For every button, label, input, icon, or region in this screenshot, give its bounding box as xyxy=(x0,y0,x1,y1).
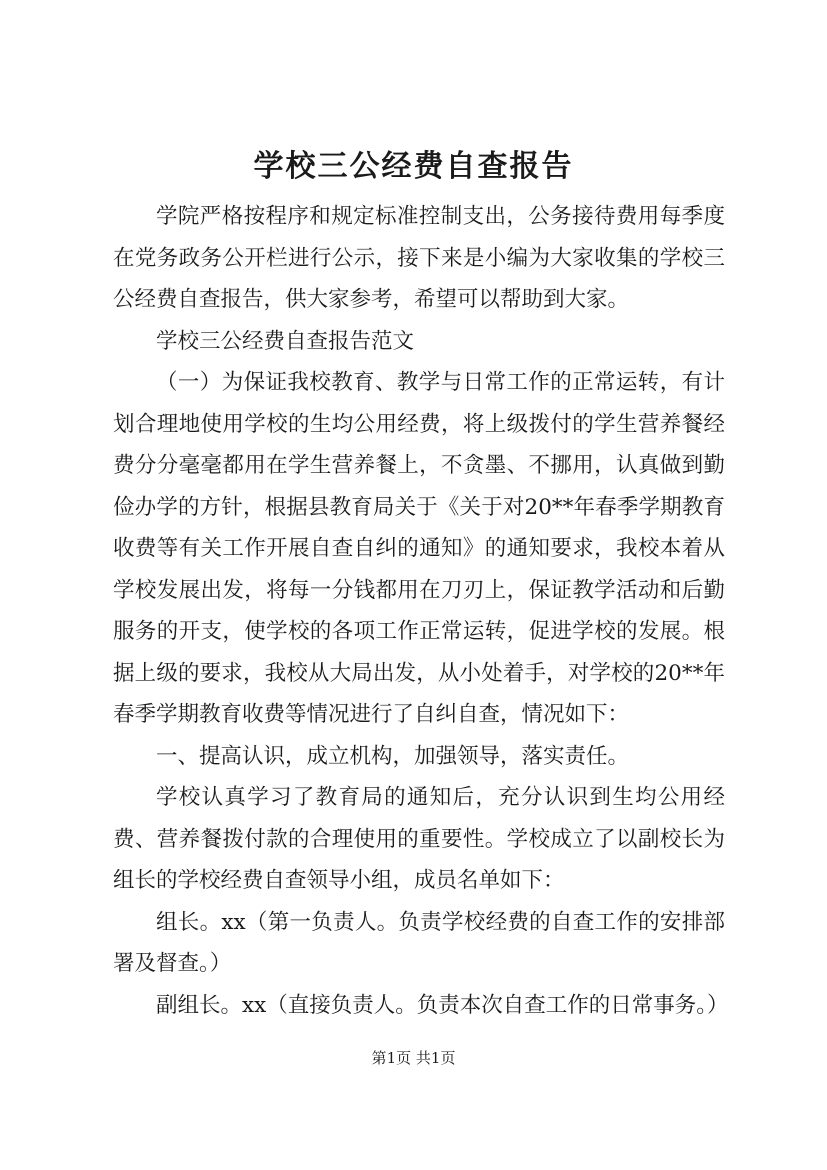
document-title: 学校三公经费自查报告 xyxy=(253,149,574,184)
paragraph-section-one: （一）为保证我校教育、教学与日常工作的正常运转，有计划合理地使用学校的生均公用经费，将上级拨付的学生营养餐经费分分毫毫都用在学生营养餐上，不贪墨、不挪用，认真做到勤俭办学的方针，根据县教育局关于《关于对20**年春季学期教育收费等有关工作开展自查自纠的通知》的通知要求，我校本着从学校发展出发，将每一分钱都用在刀刃上，保证教学活动和后勤服务的开支，使学校的各项工作正常运转，促进学校的发展。根据上级的要求，我校从大局出发，从小处着手，对学校的20**年春季学期教育收费等情况进行了自纠自查，情况如下： xyxy=(113,370,725,727)
paragraph-leader: 组长。xx（第一负责人。负责学校经费的自查工作的安排部署及督查。） xyxy=(113,909,725,976)
footer-prefix: 第 xyxy=(371,1049,387,1067)
paragraph-heading-one: 一、提高认识，成立机构，加强领导，落实责任。 xyxy=(156,743,630,769)
page-footer xyxy=(0,1048,827,1068)
footer-total-pages: 1 xyxy=(430,1049,441,1067)
paragraph-subtitle: 学校三公经费自查报告范文 xyxy=(156,328,415,354)
paragraph-study: 学校认真学习了教育局的通知后，充分认识到生均公用经费、营养餐拨付款的合理使用的重要性。学校成立了以副校长为组长的学校经费自查领导小组，成员名单如下： xyxy=(113,785,725,893)
footer-current-page: 1 xyxy=(386,1049,397,1067)
paragraph-deputy-leader: 副组长。xx（直接负责人。负责本次自查工作的日常事务。） xyxy=(156,992,729,1018)
document-body xyxy=(113,196,729,1026)
paragraph-intro: 学院严格按程序和规定标准控制支出，公务接待费用每季度在党务政务公开栏进行公示，接下来是小编为大家收集的学校三公经费自查报告，供大家参考，希望可以帮助到大家。 xyxy=(113,204,725,312)
footer-mid: 页 共 xyxy=(396,1049,431,1067)
footer-suffix: 页 xyxy=(440,1049,456,1067)
